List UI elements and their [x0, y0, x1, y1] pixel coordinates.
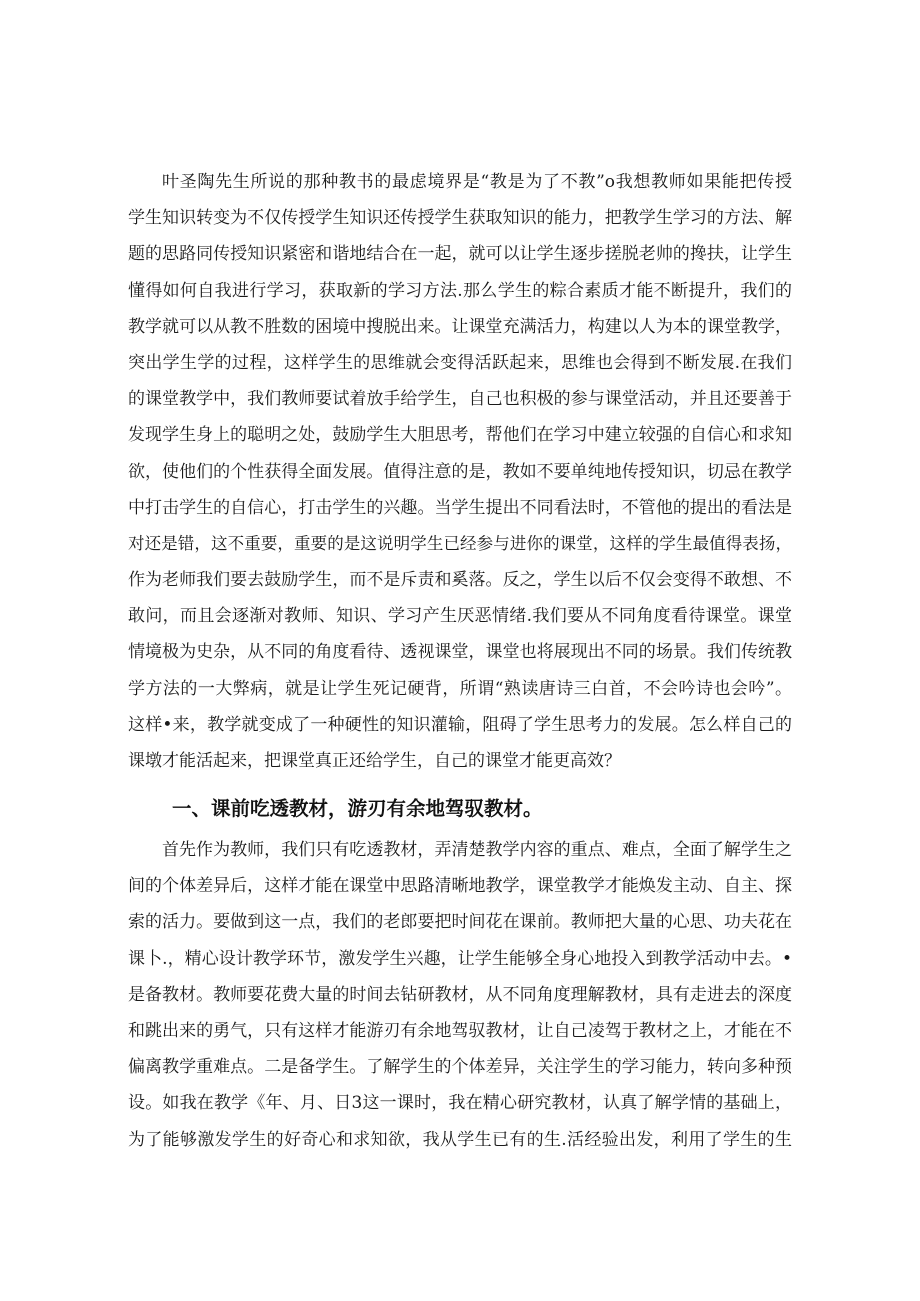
section-heading: 一、课前吃透教材，游刃有余地驾驭教材。 [172, 797, 543, 820]
paragraph-line: 为了能够激发学生的好奇心和求知欲，我从学生已有的生.活经验出发，利用了学生的生 [128, 1129, 792, 1150]
paragraph-line: 这样•来，教学就变成了一种硬性的知识灌输，阻碍了学生思考力的发展。怎么样自己的 [128, 714, 792, 735]
paragraph-line: 首先作为教师，我们只有吃透教材，弄清楚教学内容的重点、难点，全面了解学生之 [162, 840, 792, 860]
paragraph-line: 对还是错，这不重要，重要的是这说明学生已经参与进你的课堂，这样的学生最值得表扬， [128, 533, 792, 553]
paragraph-line: 是备教材。教师要花费大量的时间去钻研教材，从不同角度理解教材，具有走进去的深度 [128, 984, 792, 1005]
paragraph-line: 索的活力。要做到这一点，我们的老郎要把时间花在课前。教师把大量的心思、功夫花在 [128, 912, 792, 933]
paragraph-line: 课卜.，精心设计教学环节，激发学生兴趣，让学生能够全身心地投入到教学活动中去。• [128, 948, 792, 969]
paragraph-line: 敢问，而且会逐渐对教师、知识、学习产生厌恶情绪.我们要从不同角度看待课堂。课堂 [128, 606, 792, 627]
paragraph-line: 间的个体差异后，这样才能在课堂中思路清晰地教学，课堂教学才能焕发主动、自主、探 [128, 876, 792, 897]
body-paragraph-1 [128, 164, 792, 779]
paragraph-line: 作为老师我们要去鼓励学生，而不是斥责和奚落。反之，学生以后不仅会变得不敢想、不 [128, 570, 792, 591]
paragraph-line: 发现学生身上的聪明之处，鼓励学生大胆思考，帮他们在学习中建立较强的自信心和求知 [128, 425, 792, 446]
paragraph-line: 懂得如何自我进行学习，获取新的学习方法.那么学生的粽合素质才能不断提升，我们的 [128, 280, 792, 301]
paragraph-line: 题的思路同传授知识紧密和谐地结合在一起，就可以让学生逐步搓脱老帅的搀扶，让学生 [128, 244, 792, 265]
paragraph-line: 的课堂教学中，我们教师要试着放手给学生，自己也积极的参与课堂活动，并且还要善于 [128, 389, 792, 410]
paragraph-line: 教学就可以从教不胜数的困境中搜脱出来。让课堂充满活力，构建以人为本的课堂教学， [128, 316, 792, 337]
paragraph-line: 和跳出来的勇气，只有这样才能游刃有余地驾驭教材，让自己凌驾于教材之上，才能在不 [128, 1020, 792, 1041]
paragraph-line: 叶圣陶先生所说的那种教书的最虑境界是“教是为了不教”o我想教师如果能把传授 [162, 172, 792, 192]
paragraph-line: 中打击学生的自信心，打击学生的兴趣。当学生提出不同看法时，不管他的提出的看法是 [128, 497, 792, 518]
paragraph-line: 设。如我在教学《年、月、日3这一课时，我在精心研究教材，认真了解学情的基础上， [128, 1093, 792, 1114]
paragraph-line: 欲，使他们的个性获得全面发展。值得注意的是，教如不要单纯地传授知识，切忌在教学 [128, 461, 792, 482]
paragraph-line: 课墩才能活起来，把课堂真正还给学生，自己的课堂才能更高效？ [128, 751, 621, 771]
paragraph-line: 学生知识转变为不仅传授学生知识还传授学生获取知识的能力，把教学生学习的方法、解 [128, 208, 792, 229]
paragraph-line: 情境极为史杂，从不同的角度看待、透视课堂，课堂也将展现出不同的场景。我们传统教 [128, 642, 792, 663]
body-paragraph-2 [128, 832, 792, 1158]
paragraph-line: 突出学生学的过程，这样学生的思维就会变得活跃起来，思维也会得到不断发展.在我们 [128, 352, 792, 373]
paragraph-line: 学方法的一大弊病，就是让学生死记硬背，所谓“熟读唐诗三白首，不会吟诗也会吟”。 [128, 678, 792, 699]
paragraph-line: 偏离教学重难点。二是备学生。了解学生的个体差异，关注学生的学习能力，转向多种预 [128, 1057, 792, 1078]
